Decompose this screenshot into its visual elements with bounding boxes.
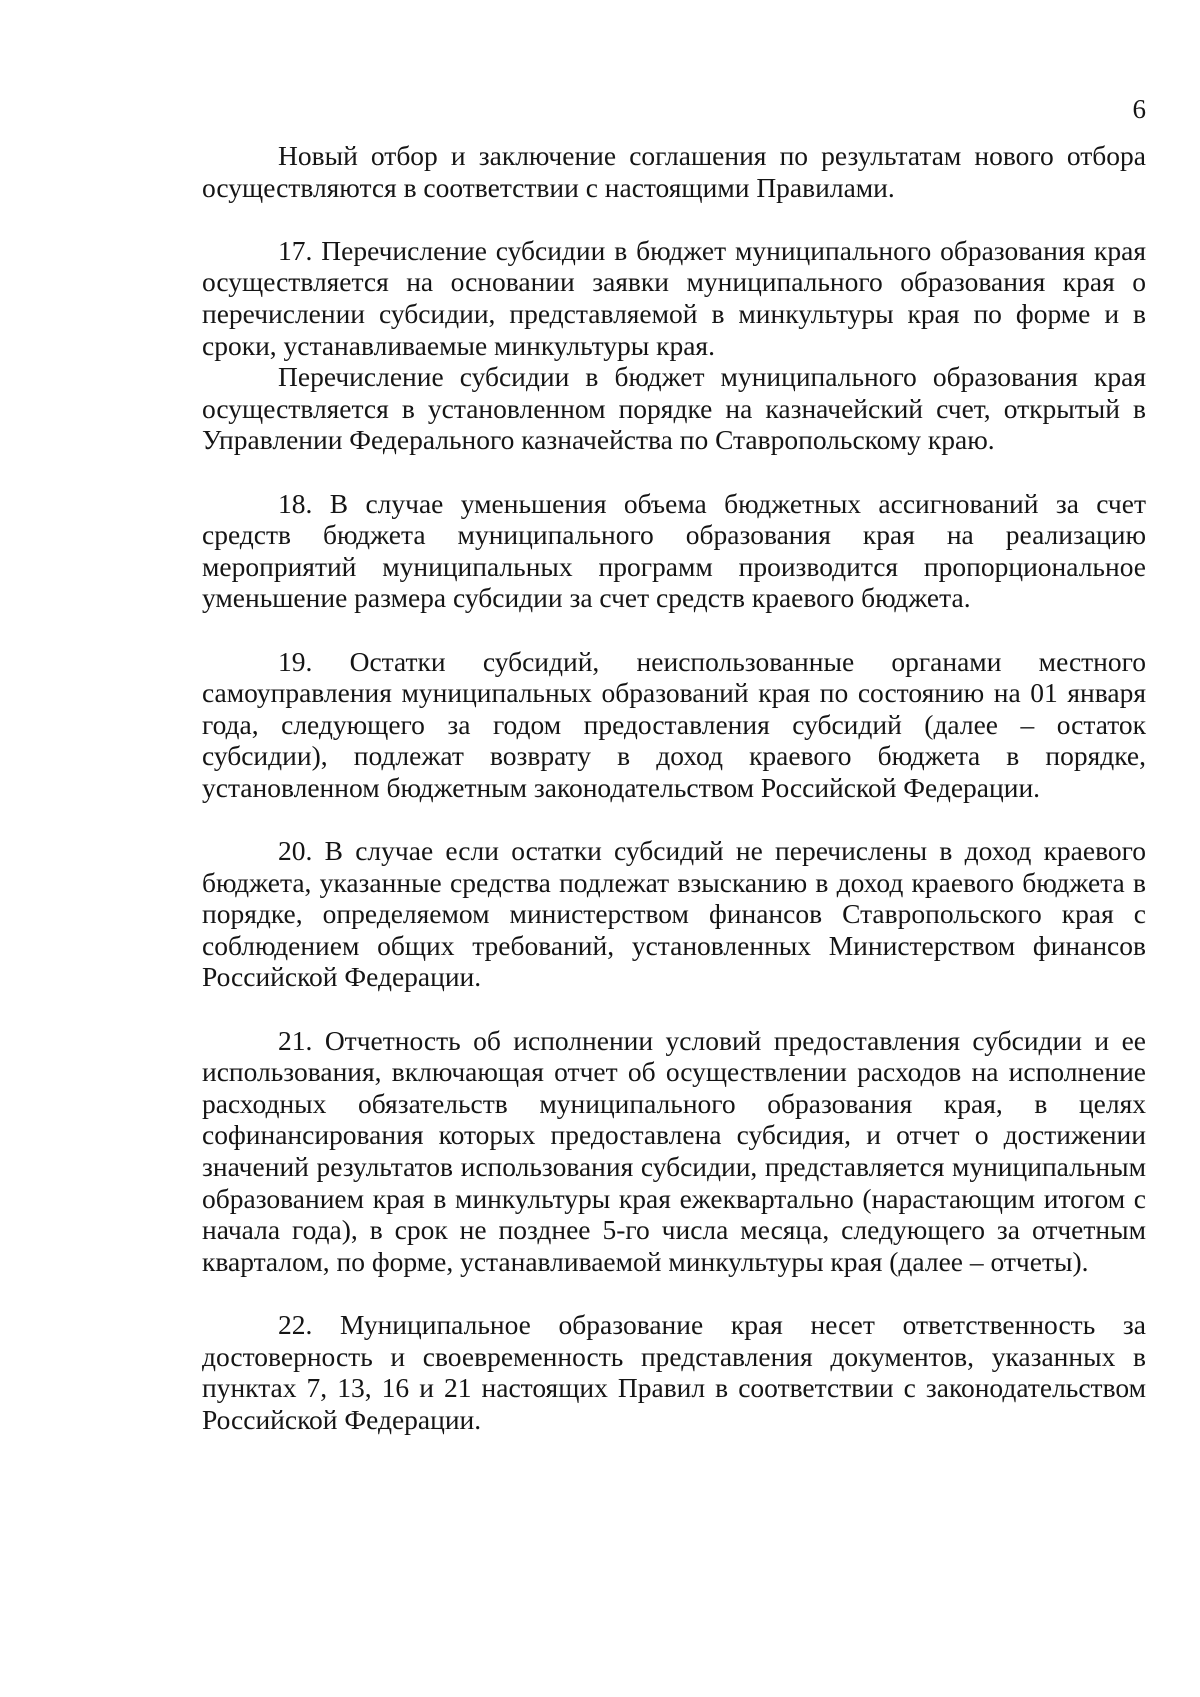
page-number: 6 [1132, 94, 1146, 124]
paragraph-18: 18. В случае уменьшения объема бюджетных ассигнований за счет средств бюджета муниципального образования края на реализацию мероприятий муниципальных программ производится пропорциональное уменьшение размера субсидии за счет средств краевого бюджета. [202, 487, 1146, 614]
paragraph-new-selection: Новый отбор и заключение соглашения по результатам нового отбора осуществляются в соответствии с настоящими Правилами. [202, 140, 1146, 203]
paragraph-20: 20. В случае если остатки субсидий не перечислены в доход краевого бюджета, указанные средства подлежат взысканию в доход краевого бюджета в порядке, определяемом министерством финансов Ставропольского края с соблюдением общих требований, установленных Министерством финансов Российской Федерации. [202, 835, 1146, 993]
paragraph-17-continued: Перечисление субсидии в бюджет муниципального образования края осуществляется в установленном порядке на казначейский счет, открытый в Управлении Федерального казначейства по Ставропольскому краю. [202, 361, 1146, 456]
paragraph-19: 19. Остатки субсидий, неиспользованные органами местного самоуправления муниципальных образований края по состоянию на 01 января года, следующего за годом предоставления субсидий (далее – остаток субсидии), подлежат возврату в доход краевого бюджета в порядке, установленном бюджетным законодательством Российской Федерации. [202, 645, 1146, 803]
paragraph-22: 22. Муниципальное образование края несет ответственность за достоверность и своевременность представления документов, указанных в пунктах 7, 13, 16 и 21 настоящих Правил в соответствии с законодательством Российской Федерации. [202, 1308, 1146, 1435]
document-body [202, 140, 1146, 1435]
paragraph-17: 17. Перечисление субсидии в бюджет муниципального образования края осуществляется на основании заявки муниципального образования края о перечислении субсидии, представляемой в минкультуры края по форме и в сроки, устанавливаемые минкультуры края. [202, 234, 1146, 361]
paragraph-21: 21. Отчетность об исполнении условий предоставления субсидии и ее использования, включающая отчет об осуществлении расходов на исполнение расходных обязательств муниципального образования края, в целях софинансирования которых предоставлена субсидия, и отчет о достижении значений результатов использования субсидии, представляется муниципальным образованием края в минкультуры края ежеквартально (нарастающим итогом с начала года), в срок не позднее 5-го числа месяца, следующего за отчетным кварталом, по форме, устанавливаемой минкультуры края (далее – отчеты). [202, 1024, 1146, 1277]
